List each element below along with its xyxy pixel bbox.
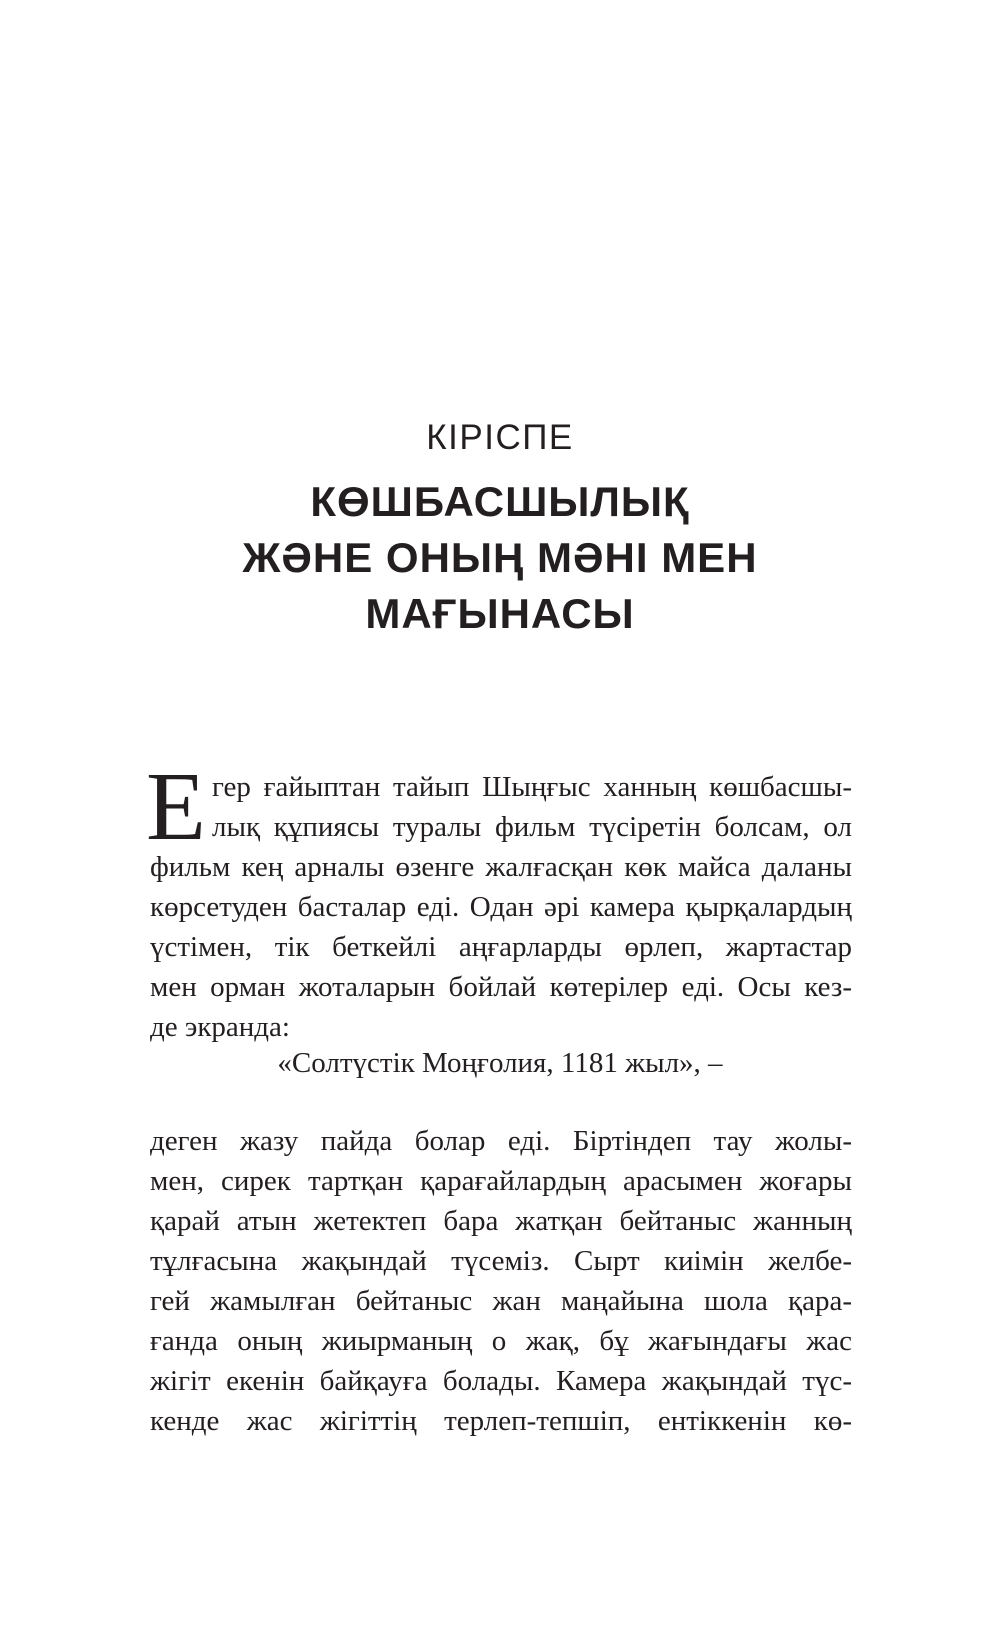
text-line: үстімен, тік беткейлі аңғарларды өрлеп, жартастар: [150, 931, 852, 963]
chapter-title-line: МАҒЫНАСЫ: [365, 590, 635, 637]
text-line: гей жамылған бейтаныс жан маңайына шола қара-: [150, 1285, 852, 1317]
text-line: де экранда:: [150, 1011, 290, 1043]
drop-cap: Е: [146, 753, 206, 861]
chapter-kicker: КІРІСПЕ: [426, 418, 574, 457]
text-line: тұлғасына жақындай түсеміз. Сырт киімін желбе-: [150, 1245, 852, 1277]
text-line: лық құпиясы туралы фильм түсіретін болсам, ол: [212, 811, 852, 843]
paragraph-2: [150, 1121, 852, 1441]
text-line: мен орман жоталарын бойлай көтерілер еді. Осы кез-: [150, 971, 852, 1003]
chapter-title-line: КӨШБАСШЫЛЫҚ: [310, 478, 690, 525]
centered-caption: «Солтүстік Моңғолия, 1181 жыл», –: [277, 1047, 723, 1079]
text-line: кенде жас жігіттің терлеп-тепшіп, ентіккенін кө-: [150, 1405, 852, 1437]
text-line: қарай атын жетектеп бара жатқан бейтаныс жанның: [150, 1205, 852, 1237]
text-line: мен, сирек тартқан қарағайлардың арасымен жоғары: [150, 1165, 852, 1197]
text-line: ғанда оның жиырманың о жақ, бұ жағындағы жас: [150, 1325, 852, 1357]
text-line: көрсетуден басталар еді. Одан әрі камера қырқалардың: [150, 891, 852, 923]
text-line: жігіт екенін байқауға болады. Камера жақындай түс-: [150, 1365, 852, 1397]
text-line: деген жазу пайда болар еді. Біртіндеп тау жолы-: [150, 1125, 852, 1157]
text-line: гер ғайыптан тайып Шыңғыс ханның көшбасшы-: [212, 771, 852, 803]
text-line: фильм кең арналы өзенге жалғасқан көк майса даланы: [150, 851, 852, 883]
chapter-title-line: ЖӘНЕ ОНЫҢ МӘНІ МЕН: [242, 534, 758, 581]
paragraph-1: [150, 767, 852, 1047]
chapter-title: [0, 474, 1000, 642]
